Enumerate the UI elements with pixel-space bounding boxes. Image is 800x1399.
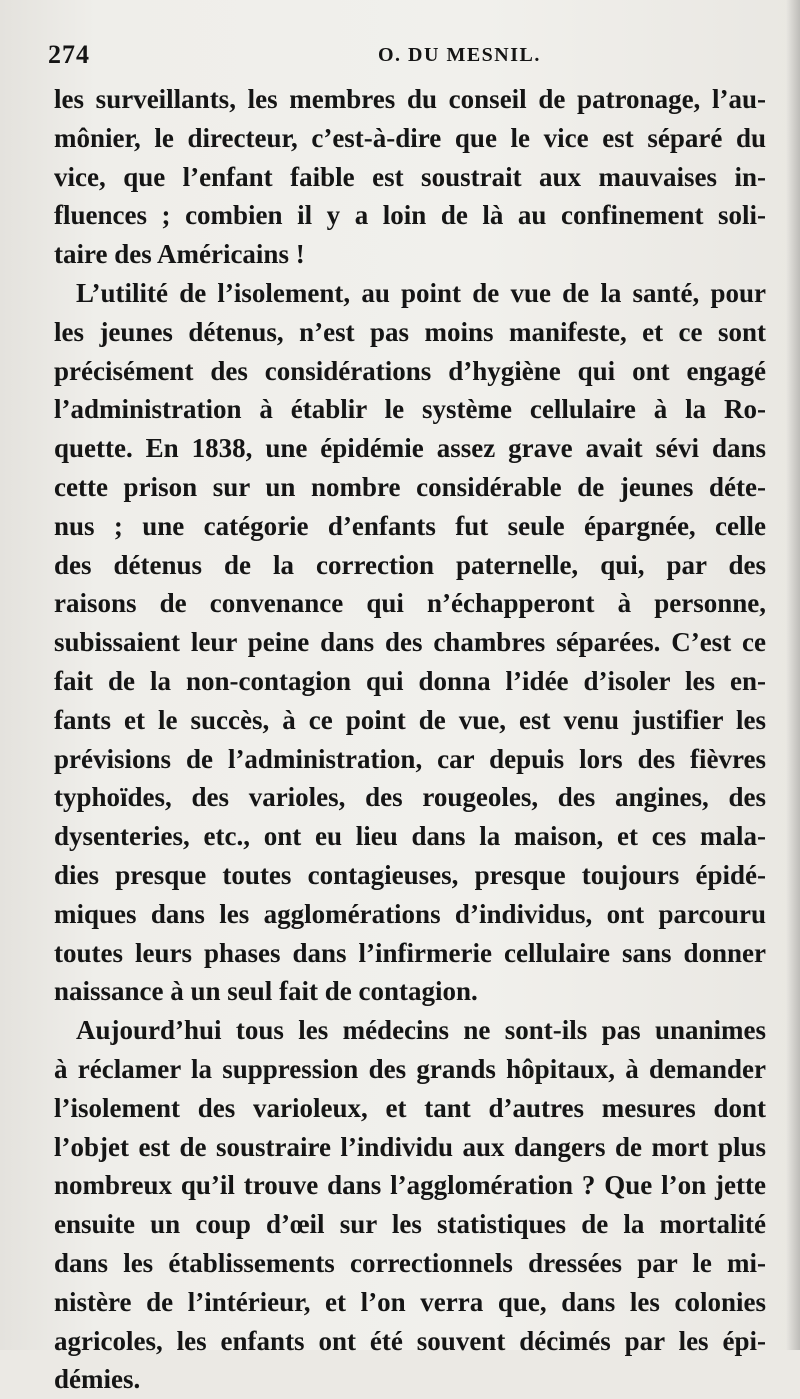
text-line: des détenus de la correction paternelle, qui, par des <box>54 549 766 580</box>
text-line: ensuite un coup d’œil sur les statistiques de la mortalité <box>54 1209 766 1240</box>
body-text <box>54 80 766 1399</box>
text-line: nus ; une catégorie d’enfants fut seule épargnée, celle <box>54 510 766 541</box>
text-line: fait de la non-contagion qui donna l’idée d’isoler les en- <box>54 665 766 696</box>
text-line: à réclamer la suppression des grands hôpitaux, à demander <box>54 1053 766 1084</box>
text-line: nistère de l’intérieur, et l’on verra que, dans les colonies <box>54 1286 766 1317</box>
text-line: cette prison sur un nombre considérable de jeunes déte- <box>54 471 766 502</box>
text-line: l’isolement des varioleux, et tant d’autres mesures dont <box>54 1092 766 1123</box>
text-line: subissaient leur peine dans des chambres séparées. C’est ce <box>54 627 766 658</box>
text-line: vice, que l’enfant faible est soustrait aux mauvaises in- <box>54 161 766 192</box>
text-line: Aujourd’hui tous les médecins ne sont-ils pas unanimes <box>76 1015 766 1046</box>
text-line: prévisions de l’administration, car depuis lors des fièvres <box>54 743 766 774</box>
text-line: l’administration à établir le système cellulaire à la Ro- <box>54 394 766 425</box>
text-line: dans les établissements correctionnels dressées par le mi- <box>54 1247 766 1278</box>
text-line: taire des Américains ! <box>54 239 305 270</box>
page-number: 274 <box>48 40 90 69</box>
text-line: fants et le succès, à ce point de vue, est venu justifier les <box>54 704 766 735</box>
text-line: toutes leurs phases dans l’infirmerie cellulaire sans donner <box>54 937 766 968</box>
text-line: les surveillants, les membres du conseil de patronage, l’au- <box>54 84 766 114</box>
text-line: quette. En 1838, une épidémie assez grave avait sévi dans <box>54 433 766 464</box>
text-line: dysenteries, etc., ont eu lieu dans la maison, et ces mala- <box>54 821 766 852</box>
text-line: dies presque toutes contagieuses, presque toujours épidé- <box>54 859 766 890</box>
text-line: typhoïdes, des varioles, des rougeoles, des angines, des <box>54 782 766 813</box>
text-line: nombreux qu’il trouve dans l’agglomération ? Que l’on jette <box>54 1170 766 1201</box>
text-line: les jeunes détenus, n’est pas moins manifeste, et ce sont <box>54 316 766 347</box>
running-head: O. DU MESNIL. <box>378 44 541 66</box>
text-line: l’objet est de soustraire l’individu aux dangers de mort plus <box>54 1131 766 1162</box>
text-line: miques dans les agglomérations d’individus, ont parcouru <box>54 898 766 929</box>
text-line: agricoles, les enfants ont été souvent décimés par les épi- <box>54 1325 766 1356</box>
text-line: L’utilité de l’isolement, au point de vue de la santé, pour <box>76 277 766 308</box>
page-spine-shadow <box>786 0 800 1350</box>
text-line: naissance à un seul fait de contagion. <box>54 976 478 1007</box>
page-header <box>48 40 768 74</box>
text-line: fluences ; combien il y a loin de là au confinement soli- <box>54 200 766 231</box>
text-line: démies. <box>54 1364 141 1395</box>
text-line: raisons de convenance qui n’échapperont à personne, <box>54 588 766 619</box>
text-line: précisément des considérations d’hygiène qui ont engagé <box>54 355 766 386</box>
text-line: mônier, le directeur, c’est-à-dire que le vice est séparé du <box>54 122 766 153</box>
